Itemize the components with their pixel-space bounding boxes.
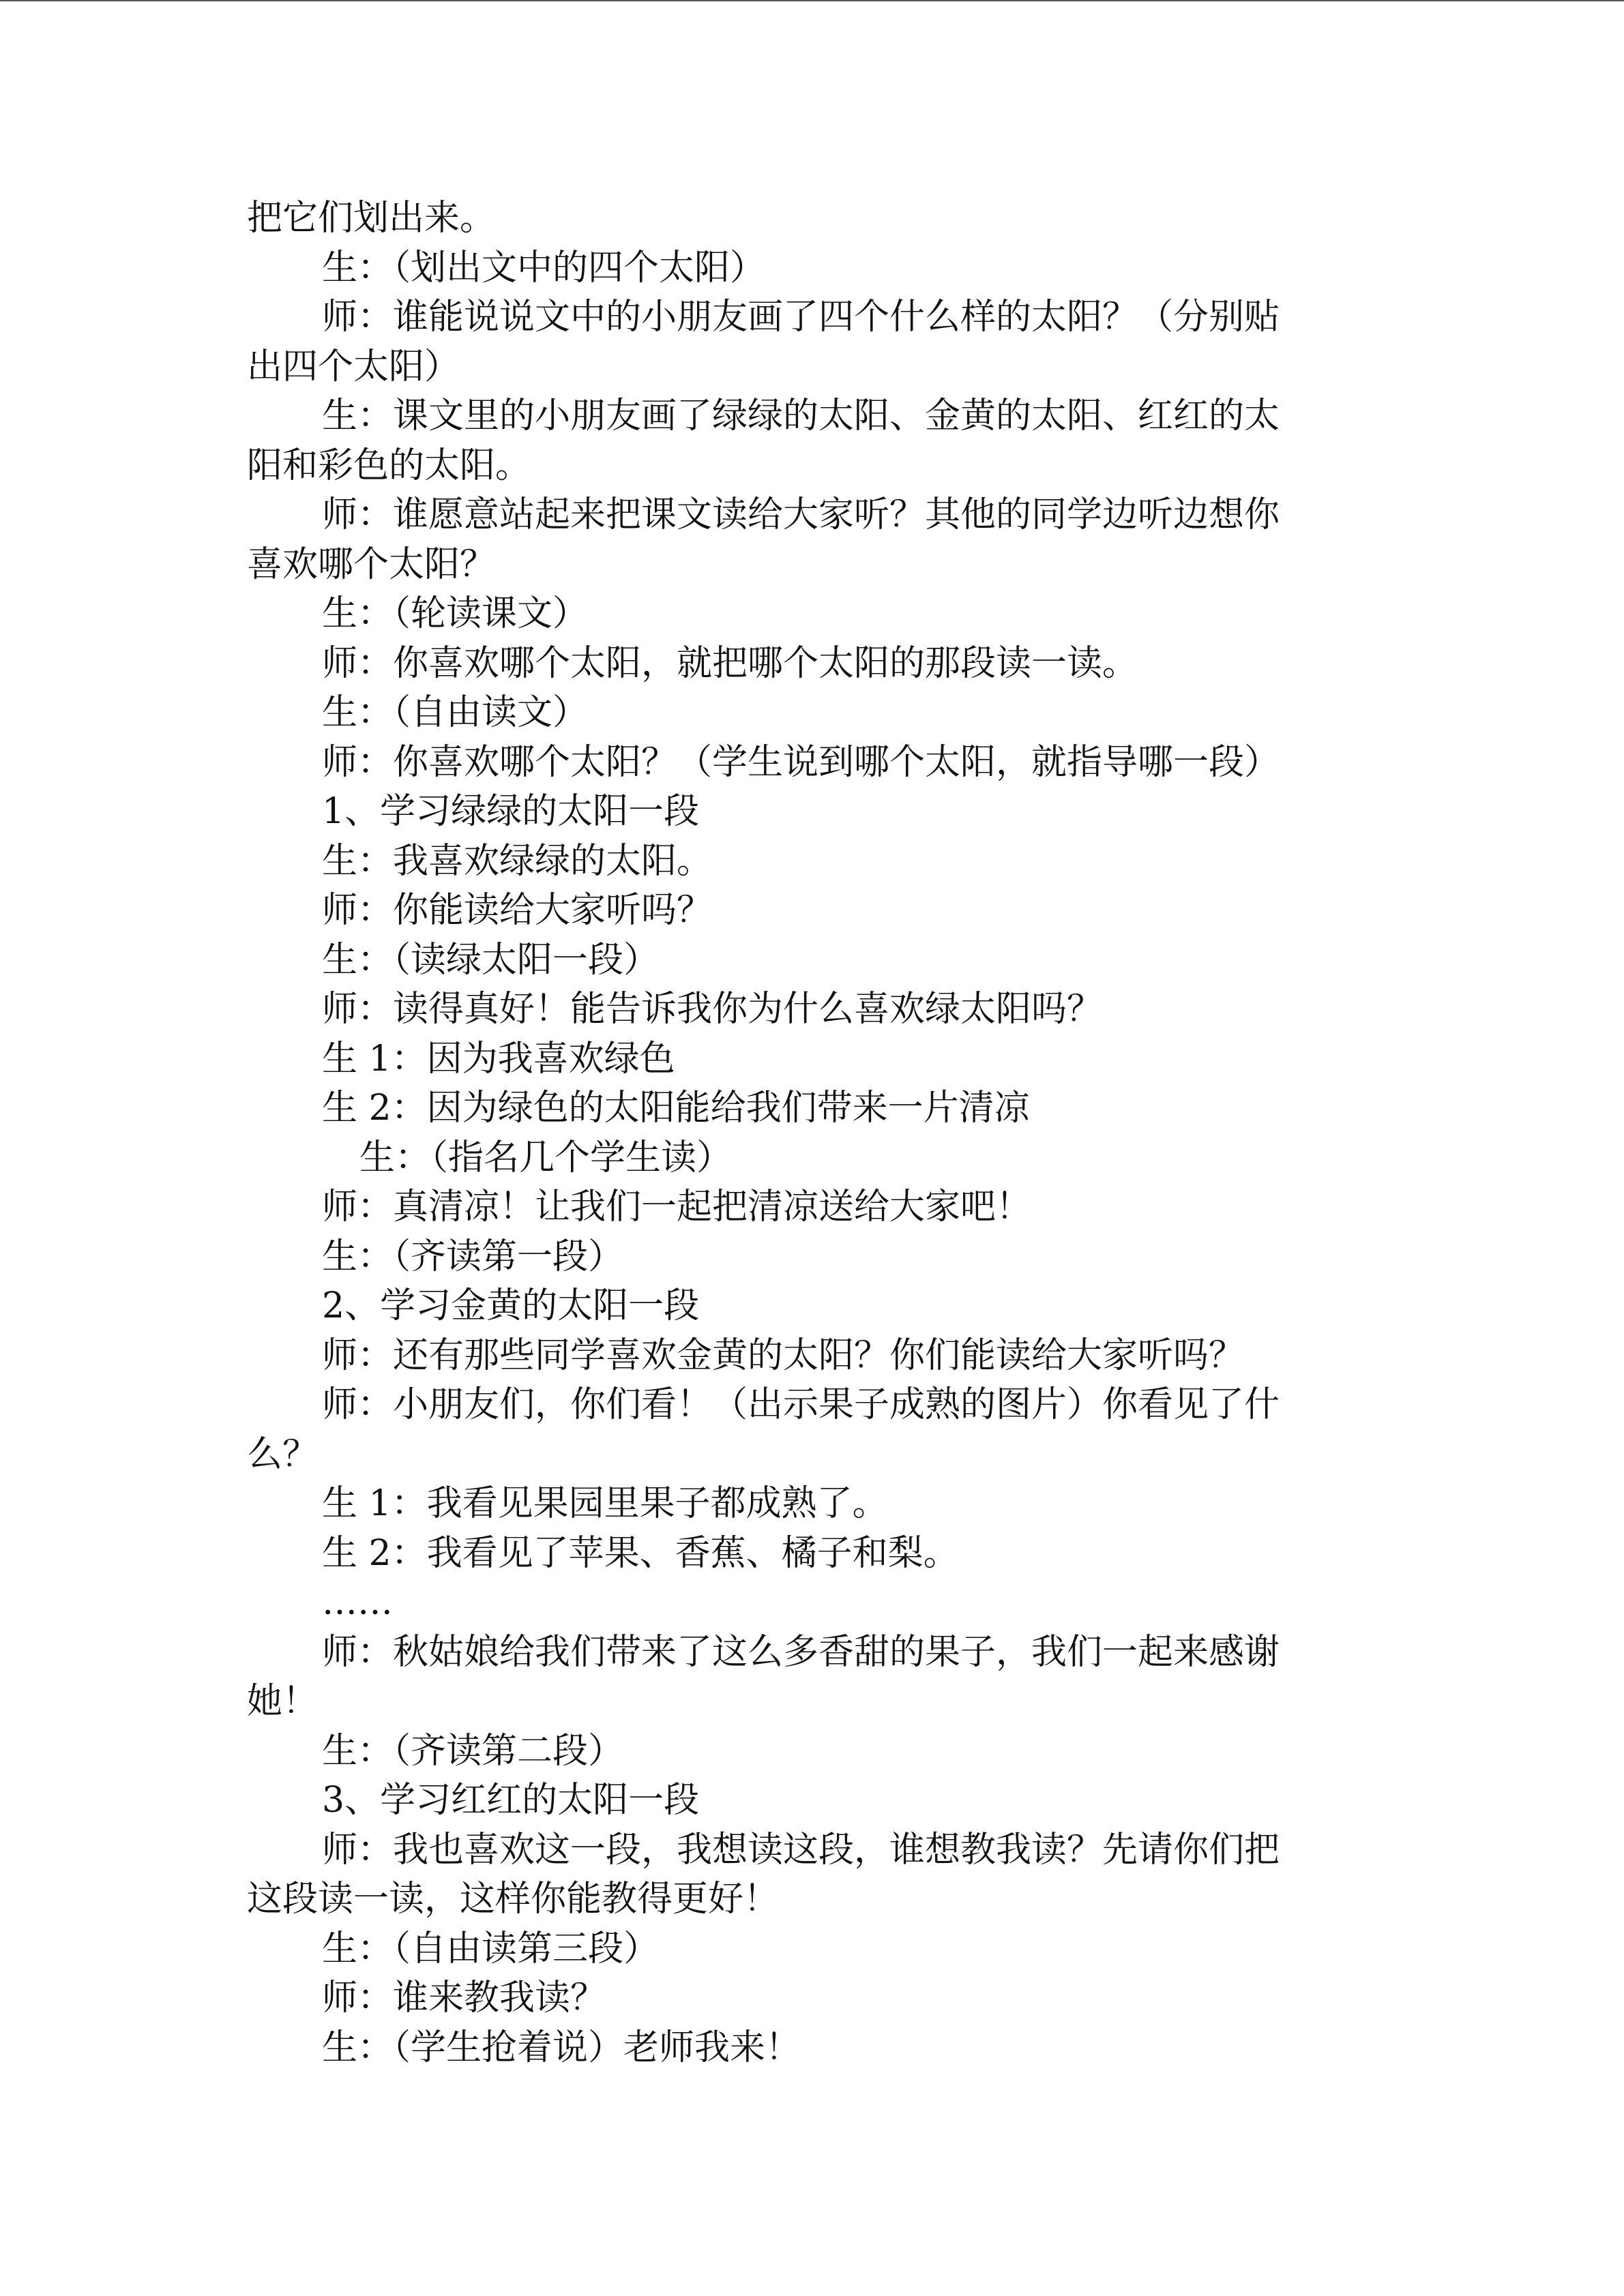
text-line: 生 1：我看见果园里果子都成熟了。 [322, 1483, 888, 1524]
section-heading: 3、学习红红的太阳一段 [322, 1780, 700, 1821]
text-line: 出四个太阳） [247, 346, 460, 387]
text-line: 师：你喜欢哪个太阳，就把哪个太阳的那段读一读。 [322, 642, 1138, 684]
text-line: 生：（轮读课文） [322, 593, 589, 634]
text-line: 阳和彩色的太阳。 [247, 445, 531, 486]
text-line: 生 2：我看见了苹果、香蕉、橘子和梨。 [322, 1532, 959, 1574]
text-line: 师：谁能说说文中的小朋友画了四个什么样的太阳？（分别贴 [322, 297, 1280, 338]
text-line: 么？ [247, 1433, 319, 1475]
text-line: 生：（划出文中的四个太阳） [322, 247, 766, 288]
text-line: 这段读一读，这样你能教得更好！ [247, 1879, 780, 1920]
text-line: 生：（自由读第三段） [322, 1928, 660, 1969]
ellipsis-line: …… [322, 1582, 393, 1623]
lesson-transcript [247, 194, 1355, 2072]
section-heading: 1、学习绿绿的太阳一段 [322, 791, 700, 832]
text-line: 师：谁愿意站起来把课文读给大家听？其他的同学边听边想你 [322, 494, 1280, 535]
text-line: 生：（指名几个学生读） [359, 1137, 733, 1178]
text-line: 师：你喜欢哪个太阳？（学生说到哪个太阳，就指导哪一段） [322, 741, 1280, 783]
text-line: 师：你能读给大家听吗？ [322, 890, 713, 931]
text-line: 她！ [247, 1681, 319, 1722]
text-line: 生 1：因为我喜欢绿色 [322, 1038, 675, 1079]
text-line: 生：（学生抢着说）老师我来！ [322, 2027, 801, 2068]
text-line: 把它们划出来。 [247, 198, 496, 239]
text-line: 生 2：因为绿色的太阳能给我们带来一片清凉 [322, 1088, 1030, 1129]
text-line: 生：我喜欢绿绿的太阳。 [322, 840, 713, 882]
text-line: 师：小朋友们，你们看！（出示果子成熟的图片）你看见了什 [322, 1384, 1280, 1425]
text-line: 生：（齐读第二段） [322, 1730, 624, 1772]
text-line: 生：（读绿太阳一段） [322, 939, 660, 981]
text-line: 生：（自由读文） [322, 692, 589, 733]
text-line: 师：真清凉！让我们一起把清凉送给大家吧！ [322, 1187, 1032, 1227]
text-line: 生：课文里的小朋友画了绿绿的太阳、金黄的太阳、红红的太 [322, 396, 1280, 436]
text-line: 师：还有那些同学喜欢金黄的太阳？你们能读给大家听吗？ [322, 1335, 1245, 1376]
text-line: 师：谁来教我读？ [322, 1978, 606, 2018]
text-line: 师：秋姑娘给我们带来了这么多香甜的果子，我们一起来感谢 [322, 1631, 1280, 1673]
text-line: 师：我也喜欢这一段，我想读这段，谁想教我读？先请你们把 [322, 1829, 1280, 1870]
text-line: 生：（齐读第一段） [322, 1236, 624, 1277]
text-line: 喜欢哪个太阳？ [247, 543, 496, 585]
text-line: 师：读得真好！能告诉我你为什么喜欢绿太阳吗？ [322, 989, 1103, 1030]
section-heading: 2、学习金黄的太阳一段 [322, 1285, 700, 1326]
